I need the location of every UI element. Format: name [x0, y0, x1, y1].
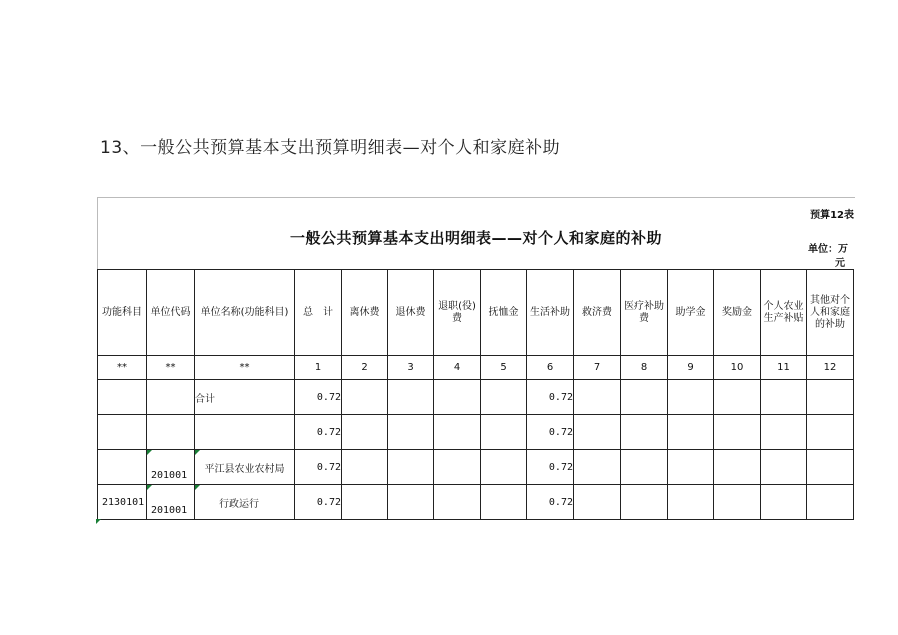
unit-code-text: 201001	[151, 470, 188, 481]
index-cell: 2	[342, 356, 388, 380]
empty-cell	[761, 380, 807, 415]
unit-name-cell	[195, 450, 295, 485]
empty-cell	[807, 380, 854, 415]
header-cell: 助学金	[668, 270, 714, 356]
empty-cell	[621, 380, 668, 415]
func-code-cell	[98, 415, 147, 450]
empty-cell	[574, 485, 621, 520]
unit-name-text: 平江县农业农村局	[204, 463, 285, 475]
living-subsidy-cell: 0.72	[527, 415, 574, 450]
empty-cell	[761, 415, 807, 450]
func-code-text: 2130101	[102, 496, 145, 508]
empty-cell	[481, 450, 527, 485]
index-cell: 4	[434, 356, 481, 380]
living-subsidy-cell: 0.72	[527, 450, 574, 485]
empty-cell	[668, 485, 714, 520]
empty-cell	[668, 415, 714, 450]
total-cell: 0.72	[295, 380, 342, 415]
table-row	[98, 380, 854, 415]
unit-name-cell: 合计	[195, 380, 295, 415]
empty-cell	[481, 415, 527, 450]
empty-cell	[434, 450, 481, 485]
func-code-cell	[98, 485, 147, 520]
empty-cell	[621, 415, 668, 450]
table-row	[98, 485, 854, 520]
sheet-top-border	[97, 197, 855, 198]
empty-cell	[761, 485, 807, 520]
table-row	[98, 415, 854, 450]
empty-cell	[388, 415, 434, 450]
unit-code-cell	[147, 485, 195, 520]
index-cell: 7	[574, 356, 621, 380]
index-cell: 10	[714, 356, 761, 380]
header-cell: 救济费	[574, 270, 621, 356]
index-cell: 1	[295, 356, 342, 380]
empty-cell	[714, 485, 761, 520]
index-cell: 11	[761, 356, 807, 380]
empty-cell	[714, 380, 761, 415]
empty-cell	[481, 380, 527, 415]
index-cell: 9	[668, 356, 714, 380]
total-cell: 0.72	[295, 450, 342, 485]
unit-name-text: 行政运行	[219, 498, 259, 510]
empty-cell	[668, 450, 714, 485]
header-cell: 单位名称(功能科目)	[195, 270, 295, 356]
empty-cell	[388, 485, 434, 520]
index-cell: 12	[807, 356, 854, 380]
unit-name-cell	[195, 485, 295, 520]
header-cell: 抚恤金	[481, 270, 527, 356]
empty-cell	[807, 485, 854, 520]
index-cell: **	[98, 356, 147, 380]
total-cell: 0.72	[295, 415, 342, 450]
header-cell: 其他对个人和家庭的补助	[807, 270, 854, 356]
empty-cell	[388, 380, 434, 415]
empty-cell	[481, 485, 527, 520]
index-cell: 3	[388, 356, 434, 380]
empty-cell	[574, 380, 621, 415]
empty-cell	[434, 415, 481, 450]
header-cell: 退休费	[388, 270, 434, 356]
empty-cell	[434, 380, 481, 415]
empty-cell	[574, 450, 621, 485]
total-cell: 0.72	[295, 485, 342, 520]
empty-cell	[342, 380, 388, 415]
unit-code-text: 201001	[151, 505, 188, 516]
header-cell: 离休费	[342, 270, 388, 356]
living-subsidy-cell: 0.72	[527, 485, 574, 520]
empty-cell	[621, 450, 668, 485]
empty-cell	[434, 485, 481, 520]
header-cell: 总 计	[295, 270, 342, 356]
unit-code-cell	[147, 380, 195, 415]
table-tag: 预算12表	[810, 210, 854, 221]
index-cell: 5	[481, 356, 527, 380]
unit-label	[808, 243, 848, 271]
empty-cell	[714, 450, 761, 485]
empty-cell	[807, 415, 854, 450]
unit-label-line1: 单位：万	[808, 244, 848, 255]
empty-cell	[807, 450, 854, 485]
header-cell: 单位代码	[147, 270, 195, 356]
index-cell: 6	[527, 356, 574, 380]
header-cell: 医疗补助费	[621, 270, 668, 356]
page-heading: 13、一般公共预算基本支出预算明细表—对个人和家庭补助	[100, 138, 561, 158]
index-cell: **	[195, 356, 295, 380]
empty-cell	[342, 415, 388, 450]
header-cell: 退职(役)费	[434, 270, 481, 356]
unit-name-cell	[195, 415, 295, 450]
budget-table	[97, 269, 854, 520]
func-code-cell	[98, 380, 147, 415]
header-cell: 生活补助	[527, 270, 574, 356]
unit-code-cell	[147, 415, 195, 450]
empty-cell	[668, 380, 714, 415]
unit-label-line2: 元	[835, 258, 845, 269]
header-cell: 个人农业生产补贴	[761, 270, 807, 356]
table-row	[98, 450, 854, 485]
header-cell: 奖励金	[714, 270, 761, 356]
living-subsidy-cell: 0.72	[527, 380, 574, 415]
empty-cell	[342, 450, 388, 485]
header-cell: 功能科目	[98, 270, 147, 356]
empty-cell	[342, 485, 388, 520]
empty-cell	[761, 450, 807, 485]
empty-cell	[574, 415, 621, 450]
header-row	[98, 270, 854, 356]
empty-cell	[621, 485, 668, 520]
table-title: 一般公共预算基本支出明细表——对个人和家庭的补助	[289, 229, 662, 247]
unit-code-cell	[147, 450, 195, 485]
index-cell: **	[147, 356, 195, 380]
cell-marker-icon	[96, 519, 101, 524]
empty-cell	[388, 450, 434, 485]
func-code-cell	[98, 450, 147, 485]
index-row	[98, 356, 854, 380]
empty-cell	[714, 415, 761, 450]
index-cell: 8	[621, 356, 668, 380]
